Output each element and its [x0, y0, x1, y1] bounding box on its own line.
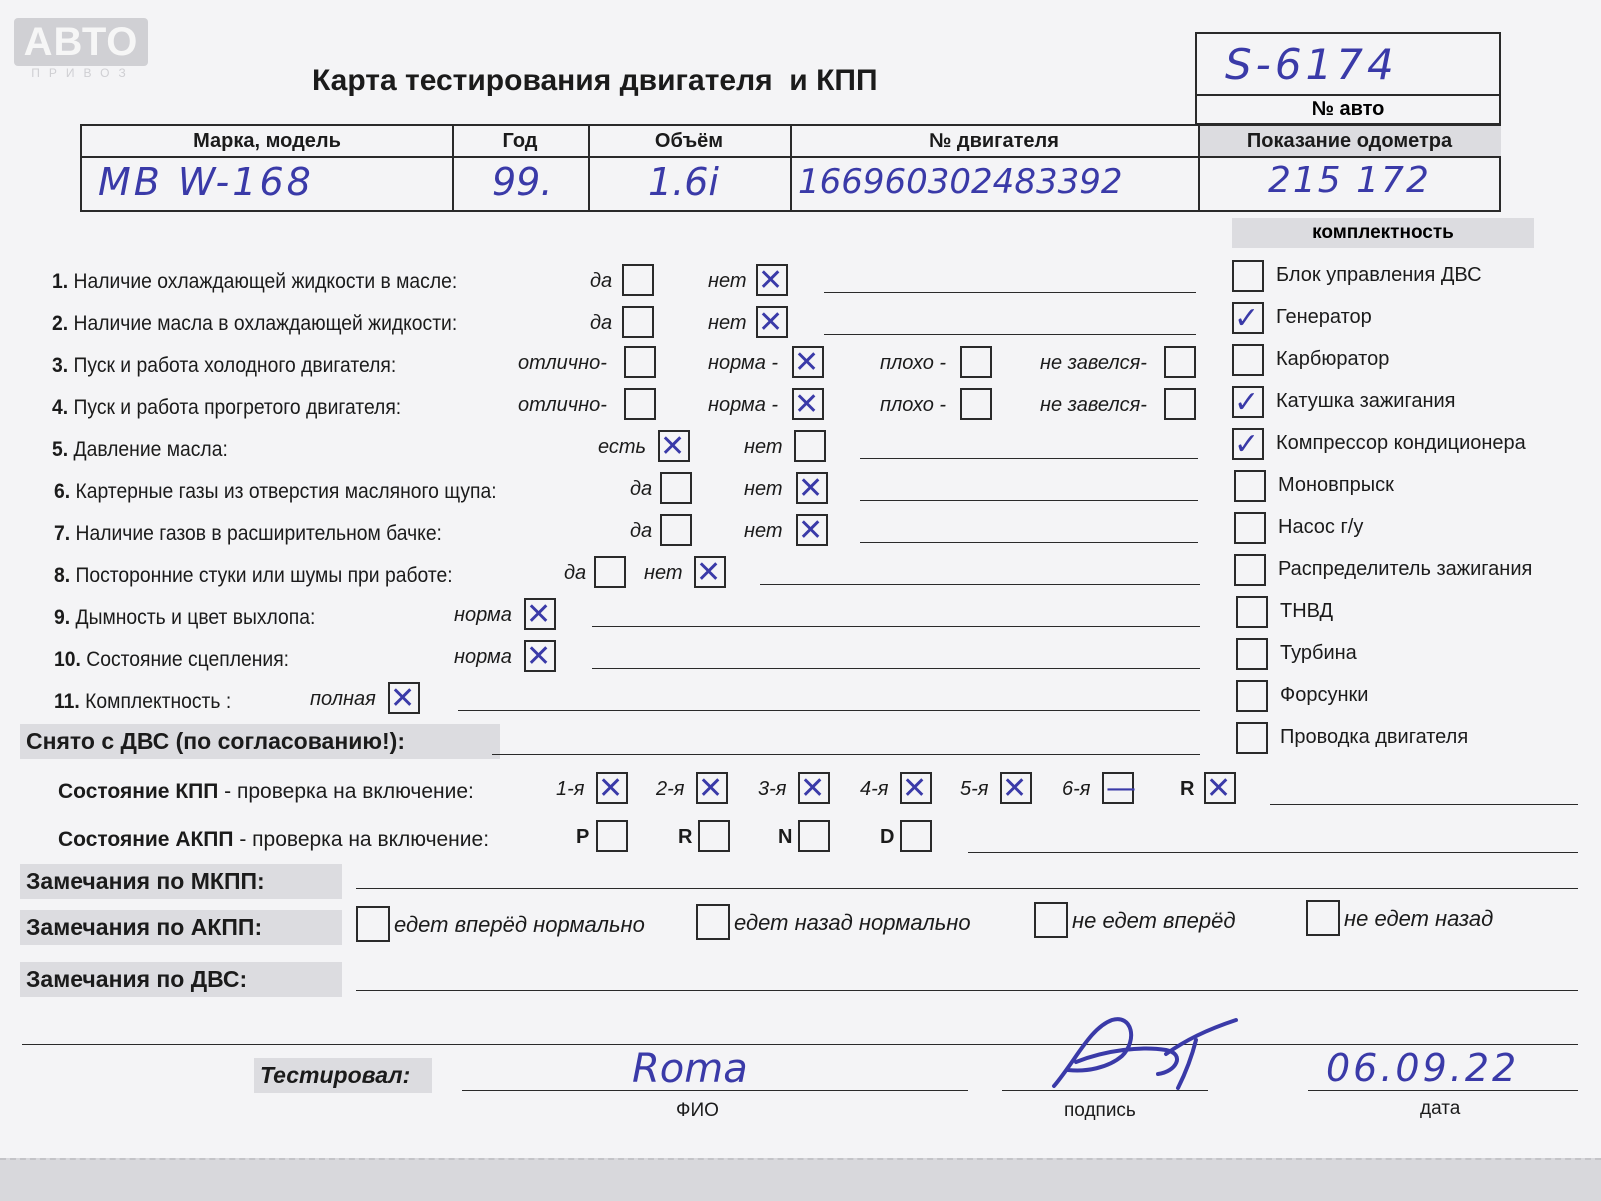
option-label: есть	[598, 436, 647, 458]
comment-line	[860, 542, 1198, 543]
kit-check-mark: ✓	[1234, 301, 1260, 336]
header-make-model: Марка, модель	[193, 130, 341, 152]
kpp-label-rest: - проверка на включение:	[218, 780, 474, 803]
akpp-gear-label: D	[880, 826, 895, 848]
value-odometer: 215 172	[1268, 160, 1431, 201]
option-mark: ✕	[526, 639, 552, 674]
kit-label: Генератор	[1276, 306, 1372, 328]
kit-label: Моновпрыск	[1278, 474, 1394, 496]
row-label	[52, 438, 228, 462]
option-label: полная	[310, 688, 376, 710]
row-text: Наличие масла в охлаждающей жидкости:	[73, 312, 458, 335]
row-text: Пуск и работа прогретого двигателя:	[73, 396, 402, 419]
kit-label: Форсунки	[1280, 684, 1369, 706]
kpp-label	[58, 780, 474, 804]
option-label: плохо -	[880, 352, 947, 374]
remarks-akpp-label: Замечания по АКПП:	[20, 910, 342, 945]
option-mark: ✕	[794, 387, 820, 422]
akpp-no-backward-label: не едет назад	[1344, 906, 1494, 931]
gear-mark: ✕	[698, 771, 724, 806]
option-label: нет	[708, 312, 747, 334]
row-label	[54, 606, 315, 630]
value-engine-number: 166960302483392	[798, 162, 1123, 202]
option-label: отлично-	[518, 394, 607, 416]
option-label: нет	[708, 270, 747, 292]
car-number-value: S-6174	[1225, 40, 1398, 89]
option-label: норма	[454, 646, 512, 668]
car-number-label: № авто	[1311, 98, 1385, 120]
option-label: не завелся-	[1040, 394, 1147, 416]
option-mark: ✕	[390, 681, 416, 716]
kit-check-mark: ✓	[1234, 427, 1260, 462]
row-label	[52, 270, 457, 294]
car-number-label-divider	[1197, 94, 1499, 96]
akpp-gear-label: P	[576, 826, 590, 848]
kit-label: Распределитель зажигания	[1278, 558, 1533, 580]
signature-line	[1002, 1090, 1208, 1091]
comment-line	[592, 626, 1200, 627]
row-number: 9.	[54, 606, 71, 629]
kit-label: Катушка зажигания	[1276, 390, 1456, 412]
page-title: Карта тестирования двигателя и КПП	[312, 64, 878, 97]
car-number-box	[1195, 32, 1501, 125]
option-label: норма -	[708, 394, 779, 416]
row-text: Наличие газов в расширительном бачке:	[75, 522, 442, 545]
kit-checkbox[interactable]	[1236, 722, 1268, 754]
tested-by-label: Тестировал:	[254, 1058, 432, 1093]
akpp-forward-ok-label: едет вперёд нормально	[394, 912, 645, 937]
kpp-comment-line	[1270, 804, 1578, 805]
akpp-label-rest: - проверка на включение:	[233, 828, 490, 851]
kit-checkbox[interactable]	[1234, 512, 1266, 544]
akpp-gear-checkbox[interactable]	[698, 820, 730, 852]
akpp-comment-line	[968, 852, 1578, 853]
option-label: да	[630, 520, 653, 542]
comment-line	[860, 458, 1198, 459]
akpp-gear-checkbox[interactable]	[900, 820, 932, 852]
row-label	[52, 312, 457, 336]
kit-title: комплектность	[1232, 218, 1534, 248]
option-checkbox[interactable]	[660, 472, 692, 504]
comment-line	[592, 668, 1200, 669]
option-checkbox[interactable]	[1164, 346, 1196, 378]
akpp-no-forward-label: не едет вперёд	[1072, 908, 1236, 933]
value-make-model: MB W-168	[98, 160, 314, 204]
option-checkbox[interactable]	[622, 306, 654, 338]
option-checkbox[interactable]	[624, 346, 656, 378]
option-label: да	[630, 478, 653, 500]
kit-checkbox[interactable]	[1234, 470, 1266, 502]
option-mark: ✕	[696, 555, 722, 590]
akpp-gear-label: N	[778, 826, 793, 848]
row-label	[54, 522, 442, 546]
akpp-label-bold: Состояние АКПП	[58, 828, 234, 851]
kpp-label-bold: Состояние КПП	[58, 780, 219, 803]
row-number: 7.	[54, 522, 71, 545]
test-date: 06.09.22	[1326, 1046, 1520, 1090]
row-label	[54, 690, 231, 714]
row-text: Пуск и работа холодного двигателя:	[73, 354, 397, 377]
kit-checkbox[interactable]	[1232, 344, 1264, 376]
row-number: 3.	[52, 354, 69, 377]
comment-line	[824, 334, 1196, 335]
signature-image	[1046, 1010, 1246, 1096]
row-label	[54, 648, 289, 672]
row-text: Дымность и цвет выхлопа:	[75, 606, 316, 629]
option-label: да	[590, 270, 613, 292]
row-number: 6.	[54, 480, 71, 503]
option-checkbox[interactable]	[594, 556, 626, 588]
name-caption: ФИО	[676, 1100, 719, 1121]
row-label	[54, 480, 497, 504]
option-mark: ✕	[660, 429, 686, 464]
name-line	[462, 1090, 968, 1091]
akpp-forward-ok-checkbox[interactable]	[356, 906, 390, 942]
comment-line	[860, 500, 1198, 501]
row-text: Посторонние стуки или шумы при работе:	[75, 564, 453, 587]
akpp-no-backward-checkbox[interactable]	[1306, 900, 1340, 936]
kit-label: Турбина	[1280, 642, 1357, 664]
remarks-mkpp-line	[356, 888, 1578, 889]
kit-label: Блок управления ДВС	[1276, 264, 1482, 286]
kit-checkbox[interactable]	[1234, 554, 1266, 586]
option-label: нет	[744, 520, 783, 542]
logo-subtitle: ПРИВОЗ	[31, 66, 135, 80]
option-checkbox[interactable]	[960, 388, 992, 420]
kit-label: Проводка двигателя	[1280, 726, 1469, 748]
gear-mark: ✕	[1206, 771, 1232, 806]
option-label: норма -	[708, 352, 779, 374]
remarks-dvs-label: Замечания по ДВС:	[20, 962, 342, 997]
option-checkbox[interactable]	[624, 388, 656, 420]
option-label: нет	[744, 478, 783, 500]
gear-label: 4-я	[860, 778, 889, 800]
row-text: Давление масла:	[73, 438, 228, 461]
remarks-mkpp-label: Замечания по МКПП:	[20, 864, 342, 899]
row-text: Наличие охлаждающей жидкости в масле:	[73, 270, 458, 293]
kit-label: ТНВД	[1280, 600, 1334, 622]
row-label	[54, 564, 453, 588]
remarks-dvs-line	[356, 990, 1578, 991]
header-year: Год	[502, 130, 538, 152]
akpp-label	[58, 828, 489, 852]
option-checkbox[interactable]	[1164, 388, 1196, 420]
option-label: нет	[644, 562, 683, 584]
row-number: 11.	[54, 690, 80, 713]
row-number: 4.	[52, 396, 69, 419]
row-number: 5.	[52, 438, 69, 461]
removed-from-engine-label: Снято с ДВС (по согласованию!):	[20, 724, 500, 759]
row-text: Состояние сцепления:	[86, 648, 290, 671]
paper-bottom-edge	[0, 1158, 1601, 1201]
kit-check-mark: ✓	[1234, 385, 1260, 420]
tester-name: Roma	[632, 1046, 748, 1092]
akpp-gear-label: R	[678, 826, 693, 848]
gear-mark: ✕	[1002, 771, 1028, 806]
kit-checkbox[interactable]	[1232, 260, 1264, 292]
option-mark: ✕	[758, 263, 784, 298]
option-checkbox[interactable]	[660, 514, 692, 546]
option-label: плохо -	[880, 394, 947, 416]
date-caption: дата	[1420, 1098, 1461, 1119]
gear-mark: ✕	[902, 771, 928, 806]
akpp-backward-ok-label: едет назад нормально	[734, 910, 971, 935]
gear-mark: ✕	[800, 771, 826, 806]
option-label: не завелся-	[1040, 352, 1147, 374]
row-number: 10.	[54, 648, 81, 671]
removed-line	[492, 754, 1200, 755]
kit-checkbox[interactable]	[1236, 680, 1268, 712]
option-mark: ✕	[798, 471, 824, 506]
gear-mark: —	[1106, 771, 1136, 806]
row-label	[52, 354, 396, 378]
gear-label: 2-я	[656, 778, 685, 800]
comment-line	[824, 292, 1196, 293]
row-label	[52, 396, 401, 420]
option-label: норма	[454, 604, 512, 626]
header-volume: Объём	[654, 130, 724, 152]
row-number: 2.	[52, 312, 69, 335]
akpp-no-forward-checkbox[interactable]	[1034, 902, 1068, 938]
kit-label: Насос г/у	[1278, 516, 1364, 538]
value-year: 99.	[492, 160, 553, 204]
option-label: отлично-	[518, 352, 607, 374]
akpp-gear-checkbox[interactable]	[798, 820, 830, 852]
comment-line	[760, 584, 1200, 585]
header-table	[80, 124, 1501, 212]
row-text: Картерные газы из отверстия масляного щупа:	[75, 480, 497, 503]
row-text: Комплектность :	[85, 690, 232, 713]
gear-label: 5-я	[960, 778, 989, 800]
option-mark: ✕	[758, 305, 784, 340]
date-line	[1308, 1090, 1578, 1091]
signature-caption: подпись	[1064, 1100, 1136, 1121]
gear-label: 1-я	[556, 778, 585, 800]
row-number: 1.	[52, 270, 69, 293]
akpp-gear-checkbox[interactable]	[596, 820, 628, 852]
option-label: да	[564, 562, 587, 584]
option-mark: ✕	[798, 513, 824, 548]
option-checkbox[interactable]	[622, 264, 654, 296]
kit-label: Компрессор кондиционера	[1276, 432, 1526, 454]
value-volume: 1.6i	[648, 160, 719, 204]
option-checkbox[interactable]	[960, 346, 992, 378]
comment-line	[458, 710, 1200, 711]
option-label: да	[590, 312, 613, 334]
avtoprivoz-logo: АВТО	[14, 18, 148, 66]
gear-mark: ✕	[598, 771, 624, 806]
akpp-backward-ok-checkbox[interactable]	[696, 904, 730, 940]
option-label: нет	[744, 436, 783, 458]
gear-label: 6-я	[1062, 778, 1091, 800]
remarks-dvs-line-2	[22, 1044, 1578, 1045]
header-engine-number: № двигателя	[929, 130, 1059, 152]
option-mark: ✕	[794, 345, 820, 380]
header-odometer: Показание одометра	[1246, 130, 1453, 152]
kit-label: Карбюратор	[1276, 348, 1390, 370]
option-mark: ✕	[526, 597, 552, 632]
gear-label: 3-я	[758, 778, 787, 800]
row-number: 8.	[54, 564, 71, 587]
option-checkbox[interactable]	[794, 430, 826, 462]
kit-checkbox[interactable]	[1236, 638, 1268, 670]
kit-checkbox[interactable]	[1236, 596, 1268, 628]
gear-label: R	[1180, 778, 1195, 800]
